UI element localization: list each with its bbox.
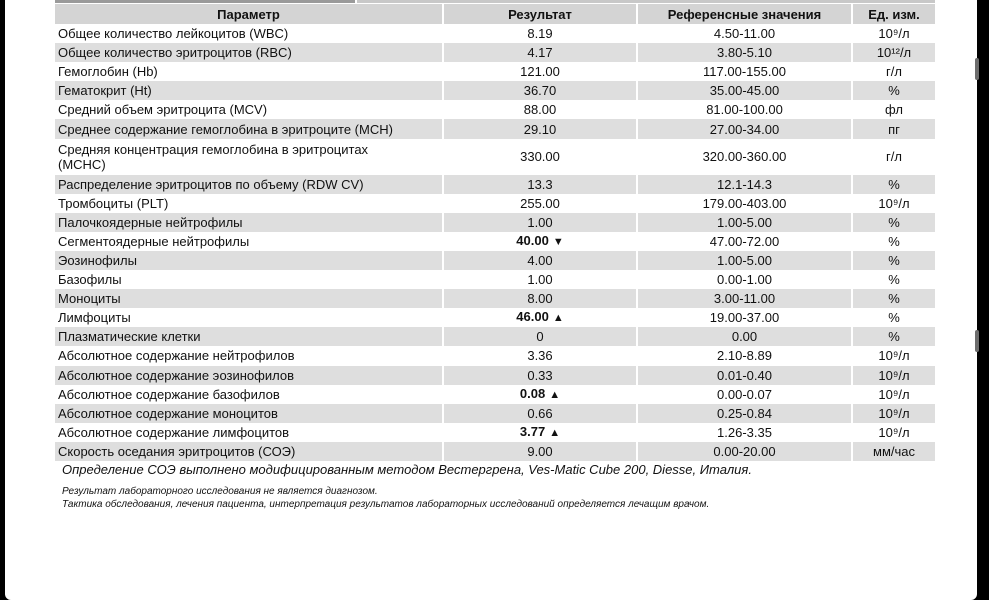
reference-range: 3.80-5.10 [637,43,852,62]
table-row [55,43,935,62]
unit: 10⁹/л [852,404,935,423]
param-name: Среднее содержание гемоглобина в эритроците (MCH) [55,119,443,138]
param-name: Распределение эритроцитов по объему (RDW CV) [55,175,443,194]
unit: 10⁹/л [852,385,935,404]
unit: % [852,175,935,194]
param-name: Базофилы [55,270,443,289]
table-row [55,308,935,327]
param-name: Общее количество эритроцитов (RBC) [55,43,443,62]
reference-range: 27.00-34.00 [637,119,852,138]
result-number: 0.08 [519,385,546,401]
unit: % [852,289,935,308]
method-note: Определение СОЭ выполнено модифицированным методом Вестергрена, Ves-Matic Cube 200, Diesse, Италия. [62,462,752,477]
unit: пг [852,119,935,138]
result-value: 29.10 [443,119,637,138]
result-number: 3.77 [519,423,546,439]
result-value: 3.36 [443,346,637,365]
arrow-up-icon: ▲ [552,312,564,325]
result-value: 121.00 [443,62,637,81]
result-value [443,423,637,442]
table-row [55,404,935,423]
reference-range: 179.00-403.00 [637,194,852,213]
unit: 10⁹/л [852,366,935,385]
reference-range: 1.26-3.35 [637,423,852,442]
unit: фл [852,100,935,119]
reference-range: 1.00-5.00 [637,213,852,232]
unit: 10⁹/л [852,346,935,365]
unit: % [852,232,935,251]
unit: % [852,270,935,289]
table-row [55,346,935,365]
unit: г/л [852,139,935,175]
param-name: Плазматические клетки [55,327,443,346]
param-name: Скорость оседания эритроцитов (СОЭ) [55,442,443,461]
unit: 10⁹/л [852,24,935,43]
param-name: Палочкоядерные нейтрофилы [55,213,443,232]
table-row [55,385,935,404]
reference-range: 0.01-0.40 [637,366,852,385]
result-value: 4.17 [443,43,637,62]
table-row [55,62,935,81]
reference-range: 0.00-1.00 [637,270,852,289]
top-divider [55,0,355,3]
scrollbar-indicator[interactable] [975,58,979,80]
param-name: Общее количество лейкоцитов (WBC) [55,24,443,43]
header-result: Результат [443,4,637,24]
reference-range: 12.1-14.3 [637,175,852,194]
param-name: Тромбоциты (PLT) [55,194,443,213]
scrollbar-indicator[interactable] [975,330,979,352]
param-name: Эозинофилы [55,251,443,270]
result-value [443,232,637,251]
arrow-up-icon: ▲ [549,426,561,439]
reference-range: 81.00-100.00 [637,100,852,119]
param-name [55,139,443,175]
table-row [55,289,935,308]
reference-range: 2.10-8.89 [637,346,852,365]
param-name: Гемоглобин (Hb) [55,62,443,81]
result-value [443,385,637,404]
reference-range: 0.00-0.07 [637,385,852,404]
header-unit: Ед. изм. [852,4,935,24]
table-row [55,213,935,232]
unit: % [852,251,935,270]
param-name: Абсолютное содержание моноцитов [55,404,443,423]
header-param: Параметр [55,4,443,24]
result-number: 46.00 [516,309,549,325]
param-name: Абсолютное содержание эозинофилов [55,366,443,385]
reference-range: 0.25-0.84 [637,404,852,423]
param-name-line1: Средняя концентрация гемоглобина в эритроцитах [58,141,369,157]
result-value: 1.00 [443,213,637,232]
param-name: Абсолютное содержание базофилов [55,385,443,404]
table-row [55,251,935,270]
result-value: 330.00 [443,139,637,175]
arrow-down-icon: ▼ [552,235,564,248]
unit: % [852,213,935,232]
reference-range: 117.00-155.00 [637,62,852,81]
table-row [55,194,935,213]
reference-range: 0.00 [637,327,852,346]
result-value [443,308,637,327]
param-name: Моноциты [55,289,443,308]
reference-range: 3.00-11.00 [637,289,852,308]
table-row [55,270,935,289]
param-name: Абсолютное содержание нейтрофилов [55,346,443,365]
result-value: 0 [443,327,637,346]
table-row [55,327,935,346]
table-row [55,119,935,138]
result-value: 4.00 [443,251,637,270]
reference-range: 0.00-20.00 [637,442,852,461]
table-row [55,442,935,461]
table-row [55,24,935,43]
unit: % [852,308,935,327]
param-name: Сегментоядерные нейтрофилы [55,232,443,251]
unit: 10⁹/л [852,423,935,442]
reference-range: 19.00-37.00 [637,308,852,327]
table-header-row [55,4,935,24]
reference-range: 35.00-45.00 [637,81,852,100]
disclaimer-line: Тактика обследования, лечения пациента, интерпретация результатов лабораторных исследований определяется лечащим врачом. [62,499,710,510]
result-value: 255.00 [443,194,637,213]
table-row [55,81,935,100]
unit: 10⁹/л [852,194,935,213]
param-name-line2: (MCHC) [58,156,106,172]
top-divider [357,0,935,3]
unit: г/л [852,62,935,81]
unit: мм/час [852,442,935,461]
result-value: 0.33 [443,366,637,385]
reference-range: 4.50-11.00 [637,24,852,43]
table-row [55,139,935,175]
result-value: 0.66 [443,404,637,423]
table-row [55,100,935,119]
result-value: 8.00 [443,289,637,308]
param-name: Абсолютное содержание лимфоцитов [55,423,443,442]
disclaimer-line: Результат лабораторного исследования не является диагнозом. [62,486,378,497]
unit: % [852,327,935,346]
table-row [55,232,935,251]
reference-range: 320.00-360.00 [637,139,852,175]
result-number: 40.00 [516,232,549,248]
document-page [5,0,977,600]
param-name: Гематокрит (Ht) [55,81,443,100]
param-name: Средний объем эритроцита (MCV) [55,100,443,119]
result-value: 1.00 [443,270,637,289]
header-reference: Референсные значения [637,4,852,24]
result-value: 88.00 [443,100,637,119]
table-row [55,175,935,194]
param-name: Лимфоциты [55,308,443,327]
reference-range: 47.00-72.00 [637,232,852,251]
unit: % [852,81,935,100]
table-row [55,366,935,385]
table-row [55,423,935,442]
result-value: 8.19 [443,24,637,43]
lab-results-table [55,4,935,461]
result-value: 13.3 [443,175,637,194]
unit: 10¹²/л [852,43,935,62]
arrow-up-icon: ▲ [549,388,561,401]
reference-range: 1.00-5.00 [637,251,852,270]
result-value: 36.70 [443,81,637,100]
result-value: 9.00 [443,442,637,461]
